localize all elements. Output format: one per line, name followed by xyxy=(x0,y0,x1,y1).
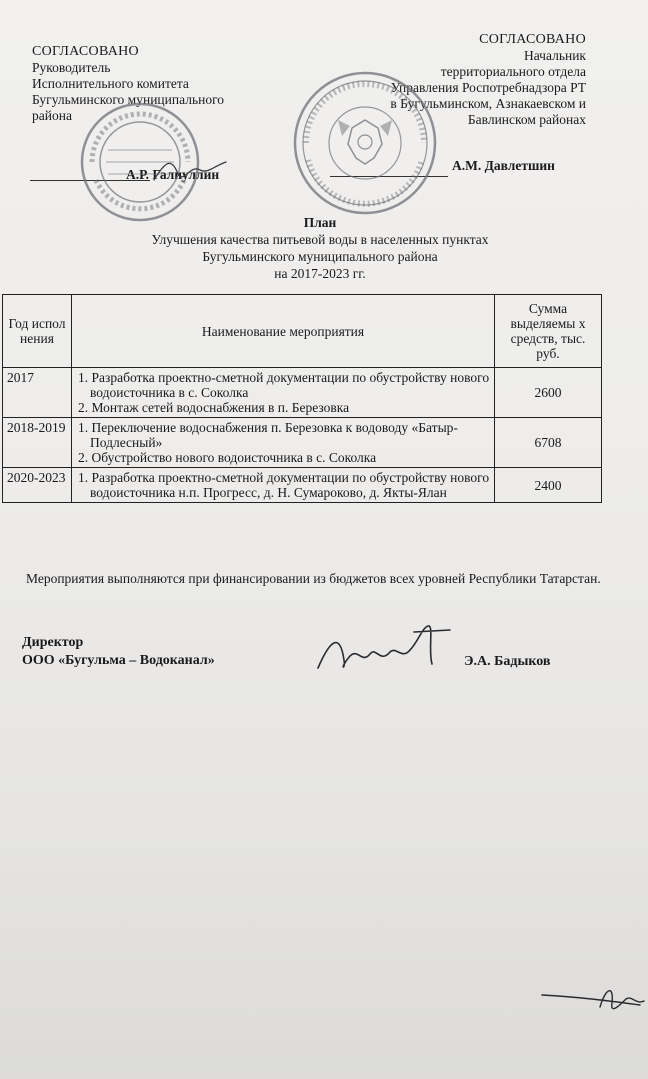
document-title xyxy=(60,214,580,282)
approval-right-line: в Бугульминском, Азнакаевском и xyxy=(390,96,586,111)
header-amount: Сумма выделяемы х средств, тыс. руб. xyxy=(495,295,602,368)
approval-left-line: Руководитель xyxy=(32,60,111,75)
table-row xyxy=(3,468,602,503)
approver-left-signature xyxy=(150,150,230,190)
title-line: Бугульминского муниципального района xyxy=(202,249,438,264)
director-name: Э.А. Бадыков xyxy=(464,654,551,669)
list-item: 1. Переключение водоснабжения п. Березовка к водоводу «Батыр-Подлесный» xyxy=(78,420,458,450)
funding-note: Мероприятия выполняются при финансировании из бюджетов всех уровней Республики Татарстан. xyxy=(26,571,601,586)
signatory-right: А.М. Давлетшин xyxy=(452,158,555,173)
table-row xyxy=(3,368,602,418)
list-item: 2. Монтаж сетей водоснабжения в п. Березовка xyxy=(78,400,350,415)
approval-left-heading: СОГЛАСОВАНО xyxy=(32,44,139,59)
table-header-row xyxy=(3,295,602,368)
title-line: Улучшения качества питьевой воды в населенных пунктах xyxy=(151,232,489,247)
row-amount: 2600 xyxy=(495,368,602,418)
row-items xyxy=(72,468,495,503)
director-title: Директор xyxy=(22,635,84,650)
list-item: 2. Обустройство нового водоисточника в с. Соколка xyxy=(78,450,377,465)
approval-right-line: Управления Роспотребнадзора РТ xyxy=(390,80,586,95)
director-block xyxy=(22,634,215,670)
row-items xyxy=(72,368,495,418)
title-period: на 2017-2023 гг. xyxy=(274,266,366,281)
approval-right-heading: СОГЛАСОВАНО xyxy=(479,32,586,47)
signatory-left: А.Р. Галиуллин xyxy=(126,167,220,182)
row-year: 2017 xyxy=(3,368,72,418)
table-row xyxy=(3,418,602,468)
header-year: Год испол нения xyxy=(3,295,72,368)
approval-left-line: Исполнительного комитета xyxy=(32,76,189,91)
approval-left-line: района xyxy=(32,108,72,123)
approval-right-line: территориального отдела xyxy=(440,64,586,79)
director-org: ООО «Бугульма – Водоканал» xyxy=(22,653,215,668)
list-item: 1. Разработка проектно-сметной документации по обустройству нового водоисточника н.п. Прогресс, д. Н. Сумароково, д. Якты-Ялан xyxy=(78,470,490,500)
approval-right-line: Бавлинском районах xyxy=(467,112,586,127)
header-name: Наименование мероприятия xyxy=(72,295,495,368)
director-signature xyxy=(310,620,460,680)
list-item: 1. Разработка проектно-сметной документации по обустройству нового водоисточника в с. Соколка xyxy=(78,370,490,400)
row-amount: 6708 xyxy=(495,418,602,468)
title-word: План xyxy=(303,215,337,230)
round-stamp-right xyxy=(290,68,440,218)
approval-left-line: Бугульминского муниципального xyxy=(32,92,225,107)
approval-right-line: Начальник xyxy=(523,48,586,63)
row-amount: 2400 xyxy=(495,468,602,503)
row-year: 2020-2023 xyxy=(3,468,72,503)
corner-signature xyxy=(540,975,648,1025)
row-items xyxy=(72,418,495,468)
row-year: 2018-2019 xyxy=(3,418,72,468)
plan-table xyxy=(2,294,602,503)
